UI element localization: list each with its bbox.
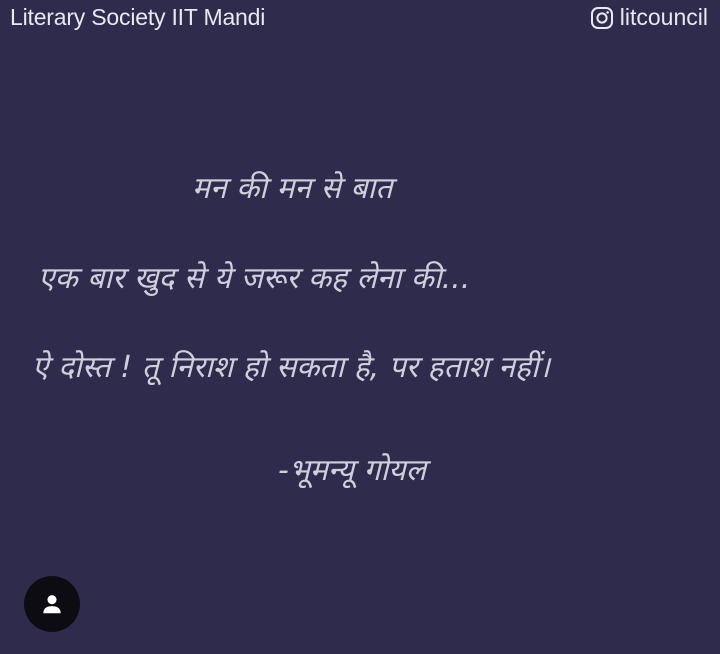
avatar-button[interactable] xyxy=(24,576,80,632)
poem-line: ऐ दोस्त ! तू निराश हो सकता है, पर हताश नहीं। xyxy=(32,350,550,385)
poem-title: मन की मन से बात xyxy=(192,171,393,206)
handle-text: litcouncil xyxy=(619,4,708,30)
poem-author: -भूमन्यू गोयल xyxy=(278,453,427,488)
poem-line: एक बार खुद से ये जरूर कह लेना की... xyxy=(38,261,471,296)
brand-name: Literary Society IIT Mandi xyxy=(10,4,266,30)
user-icon xyxy=(39,591,65,617)
